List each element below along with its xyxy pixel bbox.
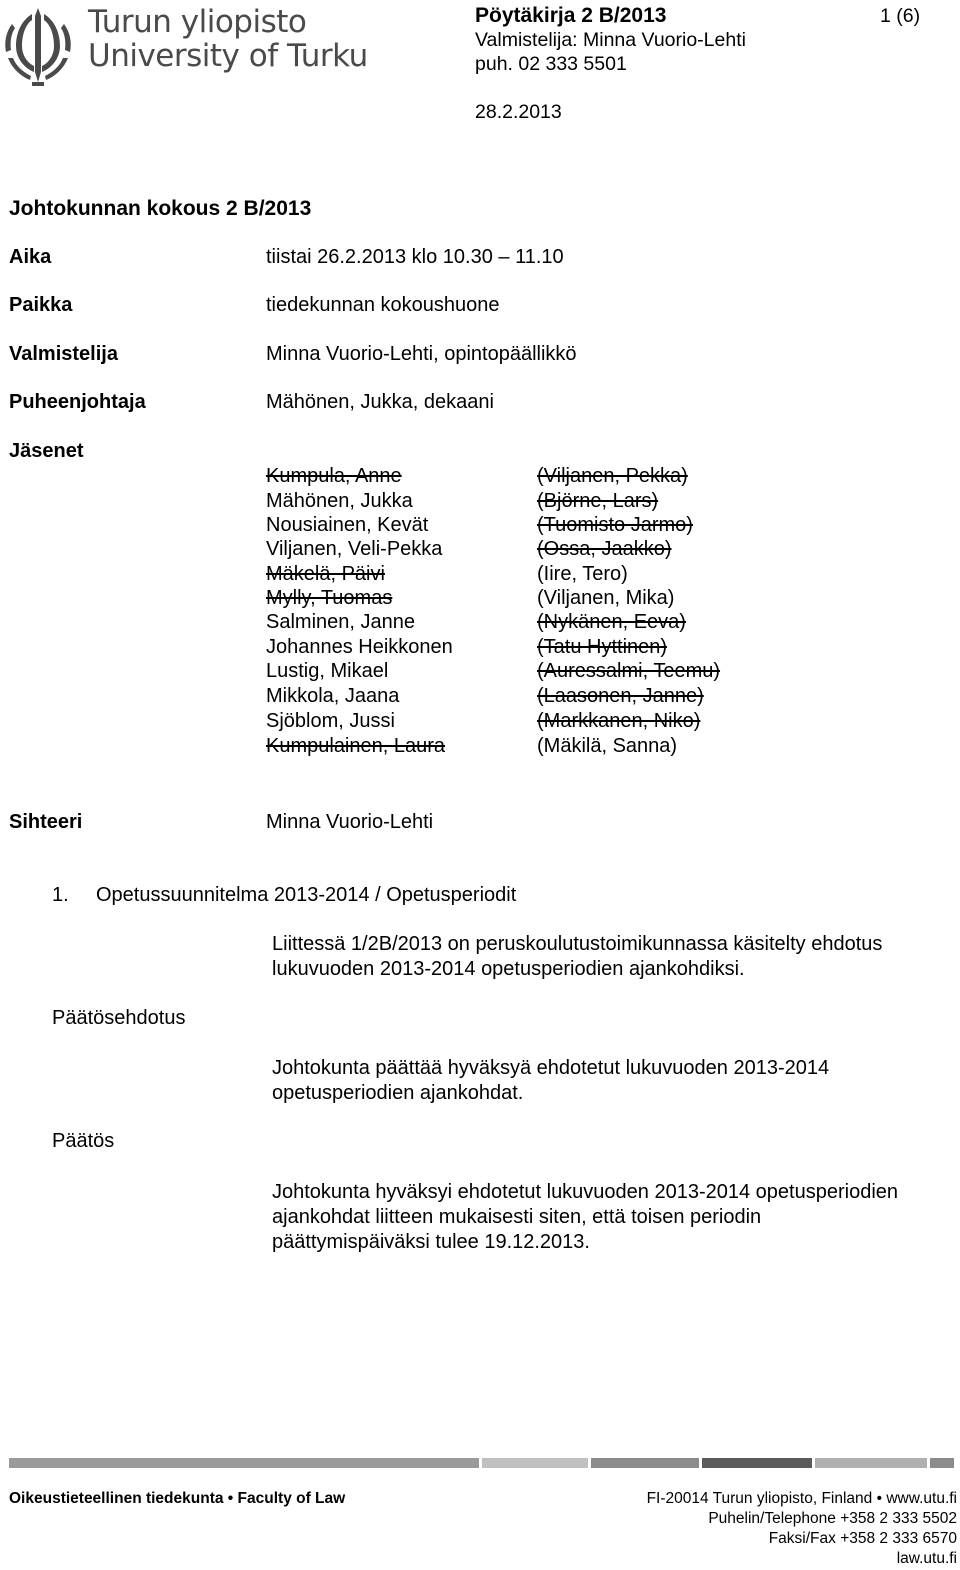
footer-bar-segment — [702, 1458, 812, 1468]
member-deputy: (Tuomisto Jarmo) — [537, 514, 693, 536]
footer-bar-segment — [930, 1458, 954, 1468]
proposal-label: Päätösehdotus — [52, 1007, 186, 1029]
footer-bar-segment — [591, 1458, 699, 1468]
footer-bullet: • — [227, 1490, 234, 1507]
footer-fax: Faksi/Fax +358 2 333 6570 — [768, 1530, 957, 1547]
time-value: tiistai 26.2.2013 klo 10.30 – 11.10 — [266, 246, 564, 268]
member-name: Kumpulainen, Laura — [266, 735, 446, 757]
footer-telephone: Puhelin/Telephone +358 2 333 5502 — [708, 1510, 957, 1527]
secretary-label: Sihteeri — [9, 811, 83, 833]
document-date: 28.2.2013 — [475, 101, 562, 123]
member-deputy: (Iire, Tero) — [537, 563, 628, 585]
meeting-title: Johtokunnan kokous 2 B/2013 — [9, 197, 312, 220]
footer-faculty-en: Faculty of Law — [237, 1490, 346, 1507]
logo-text-english: University of Turku — [88, 38, 368, 74]
decision-label: Päätös — [52, 1130, 115, 1152]
place-label: Paikka — [9, 294, 73, 316]
member-name: Kumpula, Anne — [266, 465, 402, 487]
member-deputy: (Mäkilä, Sanna) — [537, 735, 678, 757]
member-name: Salminen, Janne — [266, 611, 415, 633]
chair-value: Mähönen, Jukka, dekaani — [266, 391, 494, 413]
footer-address: FI-20014 Turun yliopisto, Finland — [646, 1490, 873, 1507]
chair-label: Puheenjohtaja — [9, 391, 146, 413]
time-label: Aika — [9, 246, 52, 268]
footer-bar-segment — [815, 1458, 927, 1468]
members-label: Jäsenet — [9, 440, 84, 462]
member-deputy: (Björne, Lars) — [537, 490, 659, 512]
member-deputy: (Viljanen, Pekka) — [537, 465, 688, 487]
document-title: Pöytäkirja 2 B/2013 — [475, 4, 667, 27]
member-name: Lustig, Mikael — [266, 660, 389, 682]
footer-bar-segment — [9, 1458, 479, 1468]
footer-bar-segment — [482, 1458, 588, 1468]
footer-bullet: • — [876, 1490, 883, 1507]
phone-line: puh. 02 333 5501 — [475, 53, 627, 75]
agenda-item-title: Opetussuunnitelma 2013-2014 / Opetusperiodit — [96, 884, 517, 906]
logo-text-finnish: Turun yliopisto — [88, 4, 307, 40]
member-deputy: (Auressalmi, Teemu) — [537, 660, 721, 682]
agenda-item-number: 1. — [52, 884, 69, 906]
footer-address-line — [647, 1490, 957, 1508]
member-name: Mähönen, Jukka — [266, 490, 413, 512]
member-name: Mäkelä, Päivi — [266, 563, 385, 585]
preparer-label: Valmistelija — [9, 343, 118, 365]
member-deputy: (Laasonen, Janne) — [537, 685, 704, 707]
agenda-intro: Liittessä 1/2B/2013 on peruskoulutustoimikunnassa käsitelty ehdotus lukuvuoden 2013-2014 opetusperiodien ajankohdiksi. — [272, 933, 883, 980]
footer-faculty — [9, 1490, 345, 1508]
member-name: Viljanen, Veli-Pekka — [266, 538, 443, 560]
preparer-line: Valmistelija: Minna Vuorio-Lehti — [475, 29, 746, 51]
member-name: Johannes Heikkonen — [266, 636, 453, 658]
secretary-value: Minna Vuorio-Lehti — [266, 811, 434, 833]
member-name: Sjöblom, Jussi — [266, 710, 395, 732]
place-value: tiedekunnan kokoushuone — [266, 294, 500, 316]
footer-faculty-website[interactable]: law.utu.fi — [896, 1550, 957, 1567]
page-number: 1 (6) — [880, 5, 921, 27]
footer-website[interactable]: www.utu.fi — [886, 1490, 957, 1507]
member-name: Mylly, Tuomas — [266, 587, 393, 609]
member-deputy: (Markkanen, Niko) — [537, 710, 701, 732]
member-deputy: (Tatu Hyttinen) — [537, 636, 668, 658]
member-deputy: (Nykänen, Eeva) — [537, 611, 686, 633]
proposal-text: Johtokunta päättää hyväksyä ehdotetut lukuvuoden 2013-2014 opetusperiodien ajankohdat. — [272, 1057, 830, 1104]
university-seal-icon — [2, 2, 74, 88]
member-deputy: (Ossa, Jaakko) — [537, 538, 672, 560]
preparer-value: Minna Vuorio-Lehti, opintopäällikkö — [266, 343, 577, 365]
member-deputy: (Viljanen, Mika) — [537, 587, 675, 609]
member-name: Mikkola, Jaana — [266, 685, 400, 707]
member-name: Nousiainen, Kevät — [266, 514, 429, 536]
decision-text: Johtokunta hyväksyi ehdotetut lukuvuoden 2013-2014 opetusperiodien ajankohdat liitteen mukaisesti siten, että toisen periodin päättymispäiväksi tulee 19.12.2013. — [272, 1181, 899, 1253]
footer-faculty-fi: Oikeustieteellinen tiedekunta — [9, 1490, 224, 1507]
